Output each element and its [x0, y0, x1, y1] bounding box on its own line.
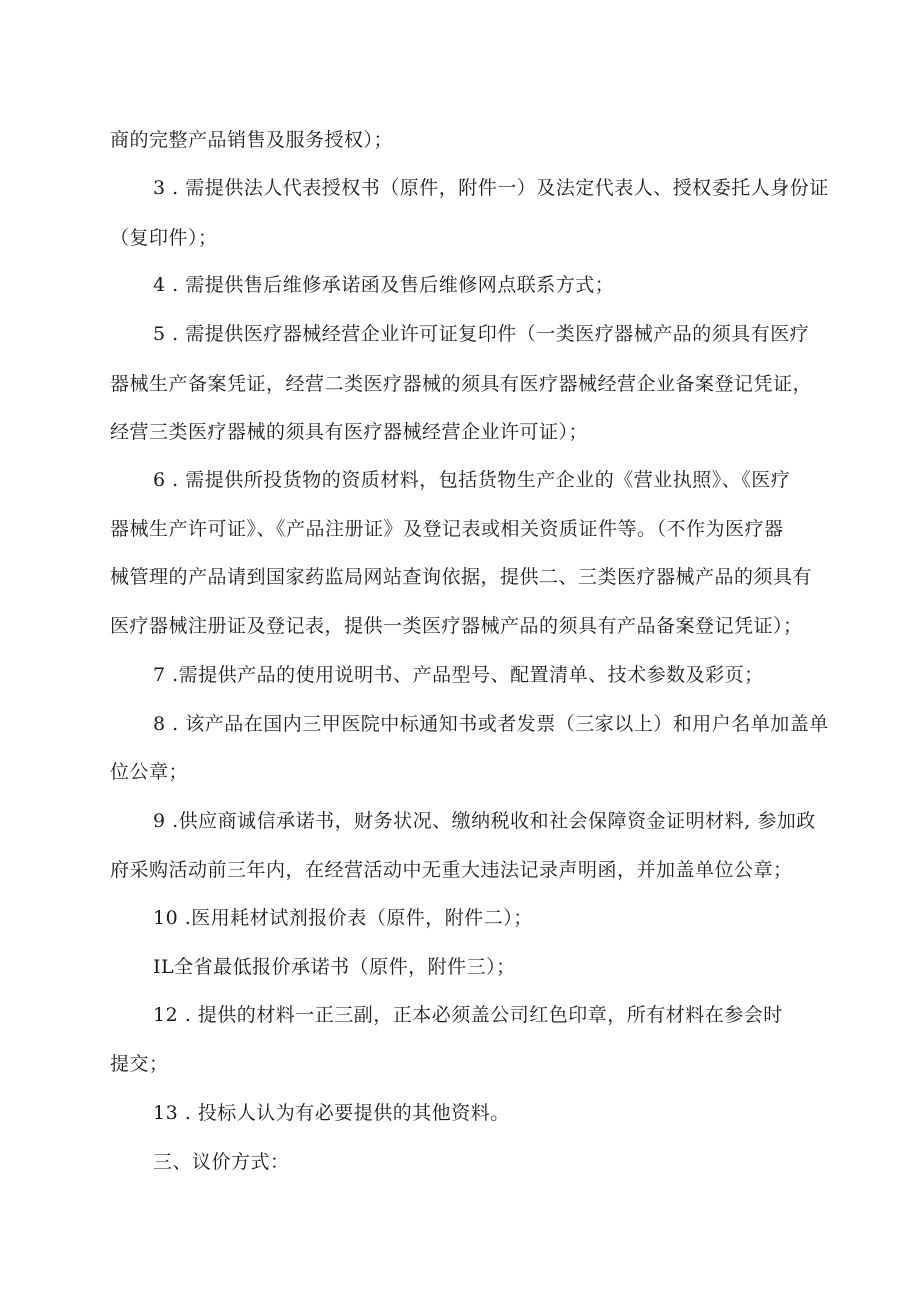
list-item-6-line-4: 医疗器械注册证及登记表，提供一类医疗器械产品的须具有产品备案登记凭证）；: [110, 615, 803, 637]
list-item-9-line-1: 9 .供应商诚信承诺书，财务状况、缴纳税收和社会保障资金证明材料, 参加政: [153, 810, 816, 832]
list-item-12-line-1: 12 . 提供的材料一正三副，正本必须盖公司红色印章，所有材料在参会时: [153, 1004, 783, 1026]
list-item-11: IL全省最低报价承诺书（原件，附件三）；: [153, 956, 516, 978]
list-item-6-line-1: 6 . 需提供所投货物的资质材料，包括货物生产企业的《营业执照》、《医疗: [153, 469, 791, 491]
list-item-10: 10 .医用耗材试剂报价表（原件，附件二）；: [153, 907, 533, 929]
list-item-12-line-2: 提交；: [110, 1053, 169, 1075]
list-item-5-line-1: 5 . 需提供医疗器械经营企业许可证复印件（一类医疗器械产品的须具有医疗: [153, 323, 810, 345]
list-item-3-line-2: （复印件）；: [110, 227, 218, 249]
list-item-4: 4 . 需提供售后维修承诺函及售后维修网点联系方式；: [153, 274, 615, 296]
list-item-6-line-2: 器械生产许可证》、《产品注册证》及登记表或相关资质证件等。（不作为医疗器: [110, 518, 784, 540]
list-item-6-line-3: 械管理的产品请到国家药监局网站查询依据，提供二、三类医疗器械产品的须具有: [110, 566, 813, 588]
section-heading: 三、议价方式：: [153, 1151, 290, 1173]
list-item-9-line-2: 府采购活动前三年内，在经营活动中无重大违法记录声明函，并加盖单位公章；: [110, 859, 793, 881]
list-item-8-line-1: 8 . 该产品在国内三甲医院中标通知书或者发票（三家以上）和用户名单加盖单: [153, 713, 829, 735]
list-item-8-line-2: 位公章；: [110, 761, 189, 783]
list-item-3-line-1: 3 . 需提供法人代表授权书（原件，附件一）及法定代表人、授权委托人身份证: [153, 177, 829, 199]
text-line: 商的完整产品销售及服务授权）；: [110, 129, 394, 151]
list-item-13: 13 . 投标人认为有必要提供的其他资料。: [153, 1102, 510, 1124]
list-item-5-line-3: 经营三类医疗器械的须具有医疗器械经营企业许可证）；: [110, 421, 589, 443]
list-item-7: 7 .需提供产品的使用说明书、产品型号、配置清单、技术参数及彩页；: [153, 664, 764, 686]
list-item-5-line-2: 器械生产备案凭证，经营二类医疗器械的须具有医疗器械经营企业备案登记凭证，: [110, 373, 813, 395]
